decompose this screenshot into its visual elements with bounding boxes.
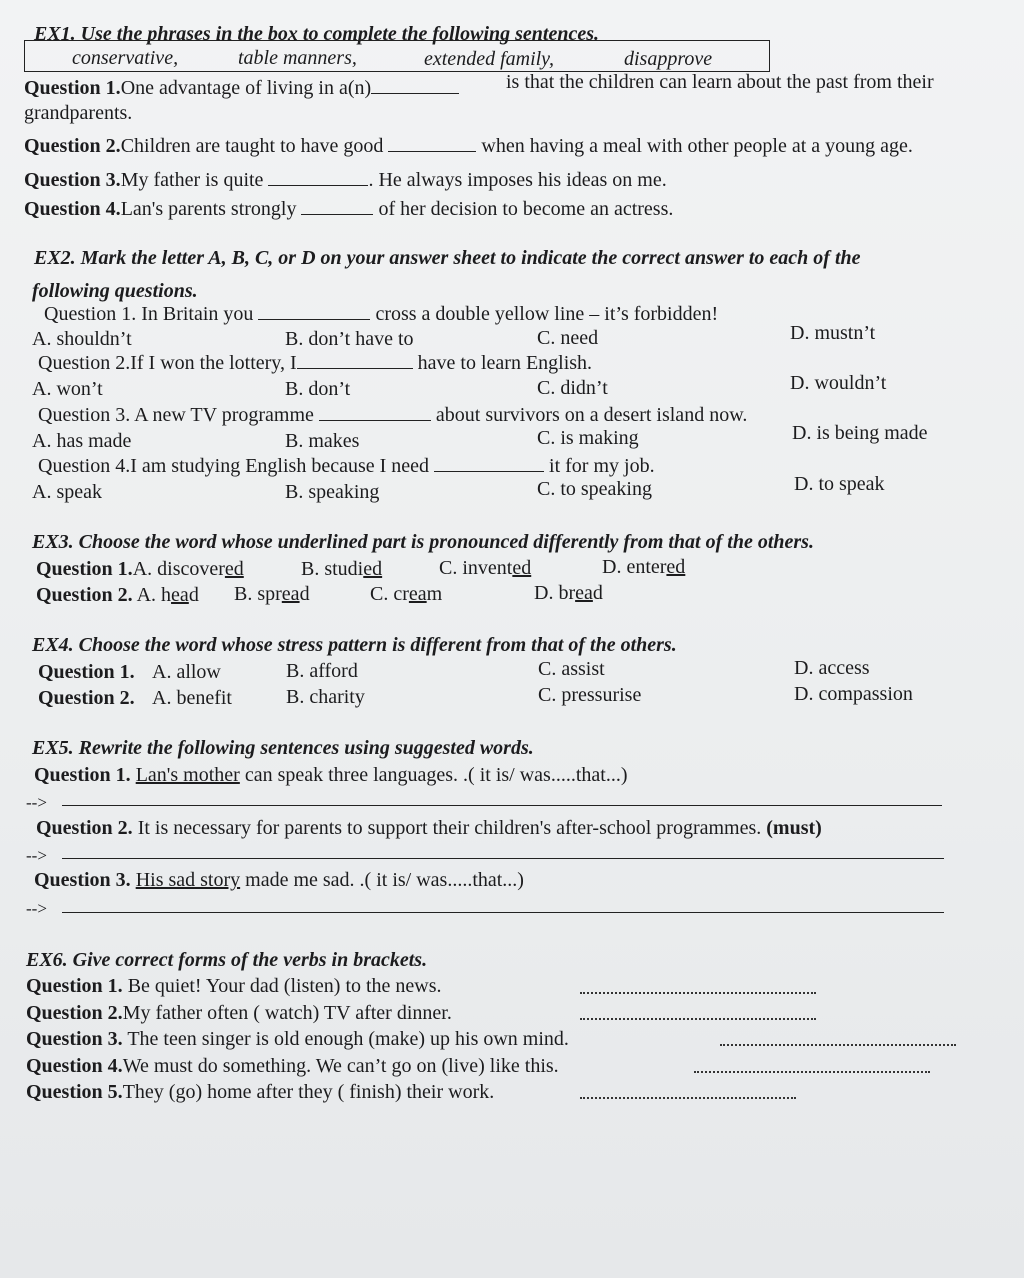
ex6-question-2 [26, 1001, 452, 1025]
option[interactable]: A. speak [32, 481, 102, 503]
option[interactable]: A. h [136, 584, 172, 606]
answer-blank[interactable] [434, 471, 544, 472]
question-text: It is necessary for parents to support their children's after-school programmes. [137, 817, 762, 839]
answer-blank[interactable] [371, 93, 459, 94]
question-text: grandparents. [24, 102, 133, 124]
option[interactable] [234, 582, 310, 606]
answer-blank[interactable] [301, 214, 373, 215]
option[interactable]: A. benefit [152, 687, 232, 709]
option[interactable]: B. afford [286, 660, 358, 682]
underlined-part: ed [666, 556, 686, 578]
word-box-item: table manners, [238, 47, 357, 69]
option[interactable]: A. shouldn’t [32, 328, 132, 350]
underlined-phrase: Lan's mother [135, 764, 240, 786]
option-text: C. invent [439, 557, 513, 579]
answer-blank[interactable] [319, 420, 431, 421]
question-text: cross a double yellow line – it’s forbidden! [375, 303, 719, 325]
question-text: We must do something. We can’t go on (live) like this. [122, 1055, 559, 1077]
ex1-question-4 [24, 197, 673, 221]
ex5-question-3 [34, 868, 524, 892]
question-label: Question 3. [34, 869, 131, 891]
word-box-item: extended family, [424, 48, 554, 70]
question-text: is that the children can learn about the past from their [506, 71, 934, 93]
ex6-question-3 [26, 1027, 569, 1051]
underlined-phrase: His sad story [135, 869, 241, 891]
option[interactable]: D. access [794, 657, 870, 679]
ex5-title: EX5. Rewrite the following sentences using suggested words. [32, 737, 534, 759]
ex4-title: EX4. Choose the word whose stress pattern is different from that of the others. [32, 634, 677, 656]
ex2-title: following questions. [32, 280, 198, 302]
ex1-title: EX1. Use the phrases in the box to complete the following sentences. [34, 23, 600, 45]
question-text: Be quiet! Your dad (listen) to the news. [127, 975, 442, 997]
ex3-question-2 [36, 583, 199, 607]
option[interactable]: C. is making [537, 427, 639, 449]
question-text: My father is quite [120, 169, 264, 191]
question-text: The teen singer is old enough (make) up his own mind. [127, 1028, 569, 1050]
underlined-part: ea [575, 582, 593, 604]
option[interactable]: D. to speak [794, 473, 885, 495]
option-text: m [426, 583, 443, 605]
option[interactable]: A. has made [32, 430, 132, 452]
option[interactable]: B. speaking [285, 481, 380, 503]
option[interactable]: B. don’t have to [285, 328, 414, 350]
answer-blank[interactable] [388, 151, 476, 152]
option[interactable]: D. is being made [792, 422, 928, 444]
option[interactable] [602, 555, 685, 579]
option-text: C. cr [370, 583, 409, 605]
ex6-question-4 [26, 1054, 559, 1078]
answer-dots[interactable] [580, 1004, 816, 1020]
underlined-part: ed [363, 558, 383, 580]
question-label: Question 2. [36, 817, 133, 839]
word-box-item: conservative, [72, 47, 179, 69]
question-text: about survivors on a desert island now. [435, 404, 748, 426]
ex5-question-1 [34, 763, 627, 787]
answer-blank[interactable] [268, 185, 368, 186]
option[interactable] [439, 556, 531, 580]
question-text: Lan's parents strongly [120, 198, 297, 220]
question-label: Question 3. [26, 1028, 123, 1050]
option-text: D. br [534, 582, 576, 604]
ex2-question-2 [38, 351, 592, 375]
question-text: My father often ( watch) TV after dinner. [122, 1002, 452, 1024]
option[interactable]: C. to speaking [537, 478, 652, 500]
word-box-item: disapprove [624, 48, 713, 70]
question-text: it for my job. [549, 455, 655, 477]
arrow-marker: --> [26, 846, 47, 865]
option[interactable]: B. charity [286, 686, 365, 708]
option[interactable] [370, 582, 442, 606]
question-label: Question 1. [36, 558, 133, 580]
ex1-question-1 [24, 76, 459, 100]
ex3-title: EX3. Choose the word whose underlined part is pronounced differently from that of the others. [32, 531, 814, 553]
option[interactable] [534, 581, 603, 605]
question-text: of her decision to become an actress. [378, 198, 674, 220]
answer-blank[interactable] [297, 368, 413, 369]
option[interactable]: A. discover [132, 558, 225, 580]
ex2-question-3 [38, 403, 747, 427]
underlined-part: ed [512, 557, 532, 579]
ex2-question-1 [44, 302, 718, 326]
question-text: when having a meal with other people at a young age. [481, 135, 913, 157]
answer-dots[interactable] [694, 1057, 930, 1073]
question-label: Question 2. [26, 1002, 123, 1024]
option-text: D. enter [602, 556, 667, 578]
question-label: Question 4. [24, 198, 121, 220]
arrow-marker: --> [26, 793, 47, 812]
ex3-question-1 [36, 557, 244, 581]
ex1-question-2 [24, 134, 913, 158]
hint-word: (must) [766, 817, 822, 839]
underlined-part: ea [171, 584, 189, 606]
option[interactable]: B. makes [285, 430, 360, 452]
answer-dots[interactable] [580, 1083, 796, 1099]
question-label: Question 2. [36, 584, 133, 606]
option[interactable]: D. wouldn’t [790, 372, 887, 394]
question-label: Question 4. [26, 1055, 123, 1077]
option[interactable]: A. won’t [32, 378, 103, 400]
option[interactable] [301, 557, 382, 581]
question-text: can speak three languages. .( it is/ was.....that...) [244, 764, 628, 786]
ex6-question-5 [26, 1080, 494, 1104]
question-label: Question 1. [34, 764, 131, 786]
option[interactable]: D. mustn’t [790, 322, 876, 344]
option-text: B. studi [301, 558, 364, 580]
underlined-part: ea [408, 583, 427, 605]
question-text: . He always imposes his ideas on me. [368, 169, 667, 191]
question-text: made me sad. .( it is/ was.....that...) [245, 869, 524, 891]
question-text: One advantage of living in a(n) [120, 77, 372, 99]
ex1-question-3 [24, 168, 667, 192]
answer-dots[interactable] [580, 978, 816, 994]
ex6-title: EX6. Give correct forms of the verbs in brackets. [26, 949, 428, 971]
option[interactable]: A. allow [152, 661, 221, 683]
question-label: Question 1. [26, 975, 123, 997]
question-label: Question 1. [38, 661, 135, 683]
ex2-title: EX2. Mark the letter A, B, C, or D on your answer sheet to indicate the correct answer to each of the [34, 247, 861, 269]
question-text: have to learn English. [417, 352, 593, 374]
underlined-part: ed [224, 558, 244, 580]
question-label: Question 2. [38, 687, 135, 709]
question-text: Question 2.If I won the lottery, I [38, 352, 297, 374]
answer-line[interactable] [62, 805, 942, 806]
question-text: Question 1. In Britain you [44, 303, 254, 325]
answer-dots[interactable] [720, 1030, 956, 1046]
question-label: Question 5. [26, 1081, 123, 1103]
underlined-part: ea [281, 583, 300, 605]
ex2-question-4 [38, 454, 655, 478]
option[interactable]: C. need [537, 327, 599, 349]
ex6-question-1 [26, 974, 442, 998]
option-text: d [592, 582, 603, 604]
question-text: Question 4.I am studying English because I need [38, 455, 430, 477]
question-label: Question 2. [24, 135, 121, 157]
answer-line[interactable] [62, 912, 944, 913]
question-text: Children are taught to have good [120, 135, 384, 157]
option[interactable]: B. don’t [285, 378, 351, 400]
option-text: B. spr [234, 583, 282, 605]
option-text: d [188, 584, 199, 606]
arrow-marker: --> [26, 899, 47, 918]
option[interactable]: C. pressurise [538, 684, 642, 706]
ex5-question-2 [36, 816, 822, 840]
question-text: Question 3. A new TV programme [38, 404, 314, 426]
option[interactable]: C. didn’t [537, 377, 608, 399]
option[interactable]: D. compassion [794, 683, 913, 705]
question-label: Question 1. [24, 77, 121, 99]
question-label: Question 3. [24, 169, 121, 191]
answer-line[interactable] [62, 858, 944, 859]
option-text: d [299, 583, 310, 605]
option[interactable]: C. assist [538, 658, 605, 680]
question-text: They (go) home after they ( finish) their work. [122, 1081, 495, 1103]
answer-blank[interactable] [258, 319, 370, 320]
